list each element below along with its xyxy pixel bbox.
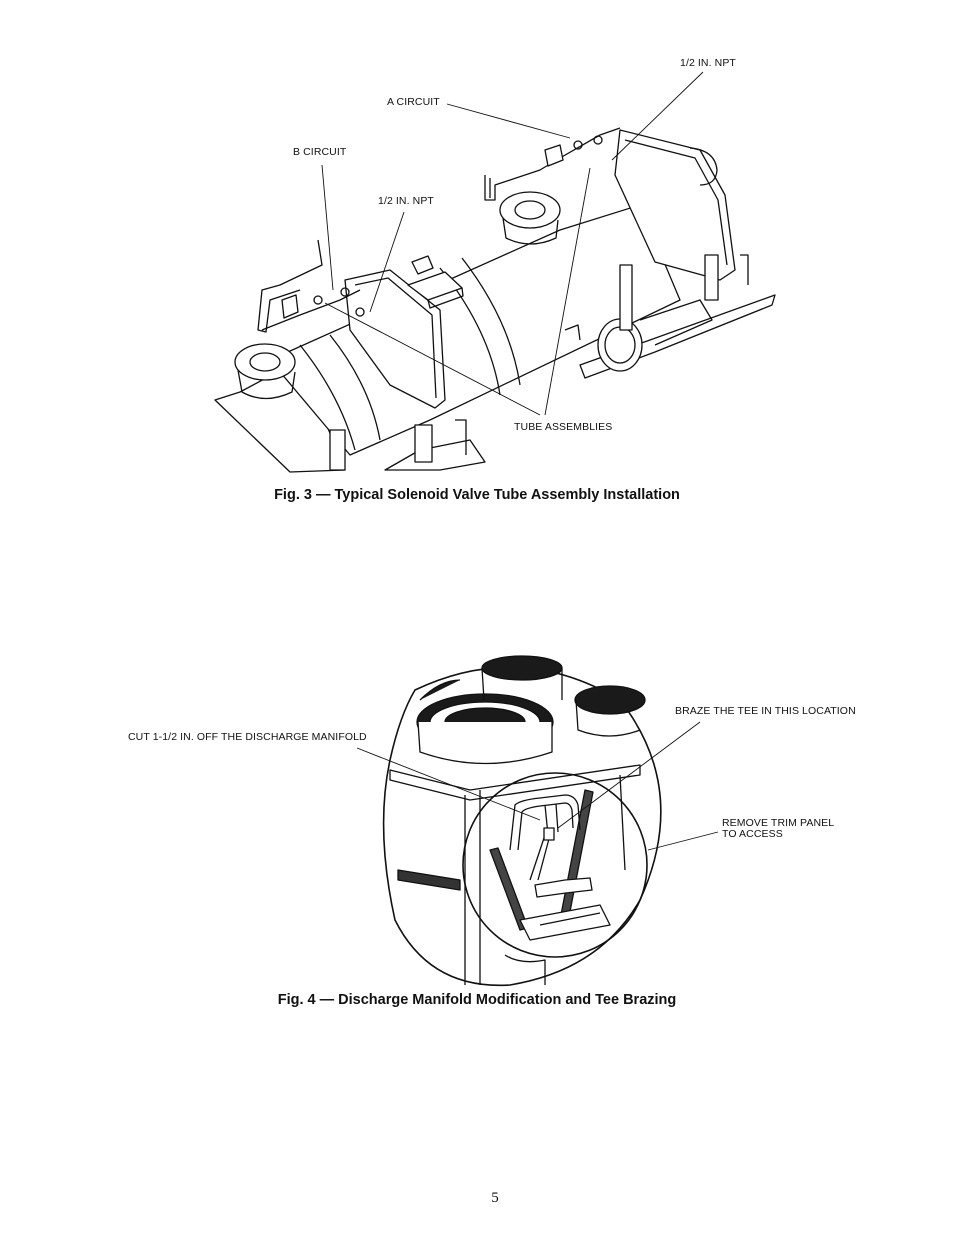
figure-3-caption: Fig. 3 — Typical Solenoid Valve Tube Assembly Installation xyxy=(274,487,680,503)
leader-b-circuit xyxy=(322,165,333,290)
label-braze: BRAZE THE TEE IN THIS LOCATION xyxy=(675,705,856,717)
page-number: 5 xyxy=(491,1190,499,1206)
label-remove-line2: TO ACCESS xyxy=(722,828,783,840)
figure-4 xyxy=(0,650,954,990)
label-b-circuit: B CIRCUIT xyxy=(293,146,347,158)
solenoid-valve-cooler-illustration xyxy=(0,0,954,480)
figure-4-caption: Fig. 4 — Discharge Manifold Modification and Tee Brazing xyxy=(277,992,677,1008)
figure-3 xyxy=(0,0,954,480)
label-npt-top: 1/2 IN. NPT xyxy=(680,57,736,69)
label-a-circuit: A CIRCUIT xyxy=(387,96,440,108)
label-npt-left: 1/2 IN. NPT xyxy=(378,195,434,207)
label-tube-assemblies: TUBE ASSEMBLIES xyxy=(514,421,613,433)
label-remove-line1: REMOVE TRIM PANEL xyxy=(722,817,835,829)
leader-a-circuit xyxy=(447,104,570,138)
label-cut: CUT 1-1/2 IN. OFF THE DISCHARGE MANIFOLD xyxy=(128,731,367,743)
